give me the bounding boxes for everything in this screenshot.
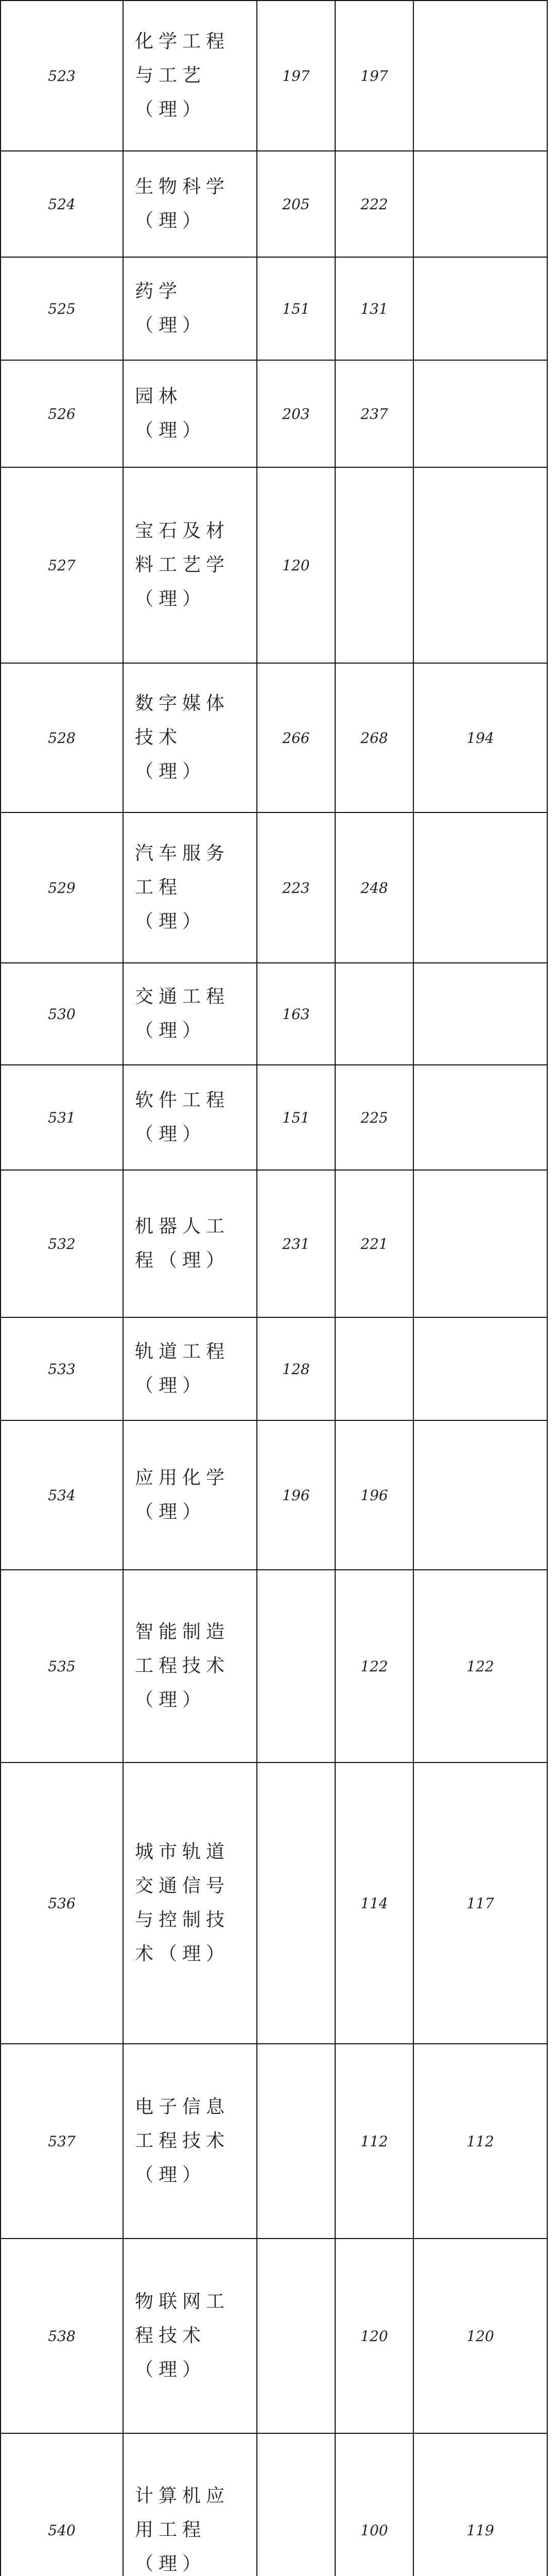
- score-a: [257, 1570, 335, 1762]
- score-a: 231: [257, 1170, 335, 1317]
- row-number: 537: [1, 2044, 123, 2239]
- score-c: 122: [413, 1570, 547, 1762]
- row-number: 528: [1, 663, 123, 812]
- row-number: 526: [1, 360, 123, 467]
- score-a: [257, 2433, 335, 2576]
- score-b: 112: [335, 2044, 413, 2239]
- row-number: 534: [1, 1420, 123, 1570]
- major-name: 物联网工程技术（理）: [123, 2239, 257, 2433]
- table-row: [1, 1570, 547, 1762]
- major-name: 应用化学（理）: [123, 1420, 257, 1570]
- score-b: 100: [335, 2433, 413, 2576]
- row-number: 538: [1, 2239, 123, 2433]
- score-c: [413, 1317, 547, 1420]
- row-number: 531: [1, 1065, 123, 1170]
- score-b: 225: [335, 1065, 413, 1170]
- major-name: 电子信息工程技术（理）: [123, 2044, 257, 2239]
- score-b: 131: [335, 257, 413, 360]
- score-c: 119: [413, 2433, 547, 2576]
- score-c: [413, 257, 547, 360]
- table-body: [1, 1, 547, 2576]
- row-number: 527: [1, 467, 123, 663]
- table-row: [1, 2239, 547, 2433]
- score-a: 223: [257, 812, 335, 963]
- score-a: 205: [257, 151, 335, 257]
- row-number: 540: [1, 2433, 123, 2576]
- row-number: 525: [1, 257, 123, 360]
- score-a: 128: [257, 1317, 335, 1420]
- score-c: [413, 1, 547, 151]
- row-number: 523: [1, 1, 123, 151]
- score-c: 120: [413, 2239, 547, 2433]
- score-b: [335, 1317, 413, 1420]
- row-number: 530: [1, 963, 123, 1065]
- major-name: 生物科学（理）: [123, 151, 257, 257]
- table-row: [1, 663, 547, 812]
- score-b: 237: [335, 360, 413, 467]
- major-name: 轨道工程（理）: [123, 1317, 257, 1420]
- table-row: [1, 257, 547, 360]
- score-c: [413, 360, 547, 467]
- score-b: 196: [335, 1420, 413, 1570]
- major-name: 宝石及材料工艺学（理）: [123, 467, 257, 663]
- major-name: 城市轨道交通信号与控制技术（理）: [123, 1762, 257, 2044]
- score-c: 194: [413, 663, 547, 812]
- score-b: 197: [335, 1, 413, 151]
- score-b: 221: [335, 1170, 413, 1317]
- major-name: 智能制造工程技术（理）: [123, 1570, 257, 1762]
- major-name: 计算机应用工程（理）: [123, 2433, 257, 2576]
- score-a: 151: [257, 257, 335, 360]
- score-b: 120: [335, 2239, 413, 2433]
- score-a: [257, 2239, 335, 2433]
- table-row: [1, 1762, 547, 2044]
- score-b: 248: [335, 812, 413, 963]
- score-a: [257, 1762, 335, 2044]
- table-row: [1, 1317, 547, 1420]
- score-a: 196: [257, 1420, 335, 1570]
- score-a: 120: [257, 467, 335, 663]
- table-row: [1, 1420, 547, 1570]
- row-number: 536: [1, 1762, 123, 2044]
- table-row: [1, 1065, 547, 1170]
- major-name: 交通工程（理）: [123, 963, 257, 1065]
- row-number: 524: [1, 151, 123, 257]
- table-row: [1, 963, 547, 1065]
- score-c: [413, 1170, 547, 1317]
- row-number: 535: [1, 1570, 123, 1762]
- table-row: [1, 467, 547, 663]
- score-a: 197: [257, 1, 335, 151]
- row-number: 532: [1, 1170, 123, 1317]
- score-c: [413, 963, 547, 1065]
- major-name: 数字媒体技术（理）: [123, 663, 257, 812]
- major-name: 机器人工程（理）: [123, 1170, 257, 1317]
- score-b: 114: [335, 1762, 413, 2044]
- score-c: [413, 467, 547, 663]
- table-row: [1, 151, 547, 257]
- score-a: 151: [257, 1065, 335, 1170]
- row-number: 533: [1, 1317, 123, 1420]
- score-a: 266: [257, 663, 335, 812]
- score-c: 112: [413, 2044, 547, 2239]
- major-name: 汽车服务工程（理）: [123, 812, 257, 963]
- score-a: 203: [257, 360, 335, 467]
- score-b: 268: [335, 663, 413, 812]
- score-c: [413, 1065, 547, 1170]
- score-b: [335, 467, 413, 663]
- table-row: [1, 360, 547, 467]
- score-c: [413, 812, 547, 963]
- table-row: [1, 812, 547, 963]
- score-c: 117: [413, 1762, 547, 2044]
- score-a: 163: [257, 963, 335, 1065]
- score-c: [413, 1420, 547, 1570]
- score-b: 122: [335, 1570, 413, 1762]
- table-row: [1, 1170, 547, 1317]
- row-number: 529: [1, 812, 123, 963]
- table-row: [1, 2433, 547, 2576]
- major-name: 软件工程（理）: [123, 1065, 257, 1170]
- score-c: [413, 151, 547, 257]
- score-a: [257, 2044, 335, 2239]
- major-name: 化学工程与工艺（理）: [123, 1, 257, 151]
- score-b: [335, 963, 413, 1065]
- table-row: [1, 1, 547, 151]
- major-name: 药学（理）: [123, 257, 257, 360]
- score-b: 222: [335, 151, 413, 257]
- table-row: [1, 2044, 547, 2239]
- major-name: 园林（理）: [123, 360, 257, 467]
